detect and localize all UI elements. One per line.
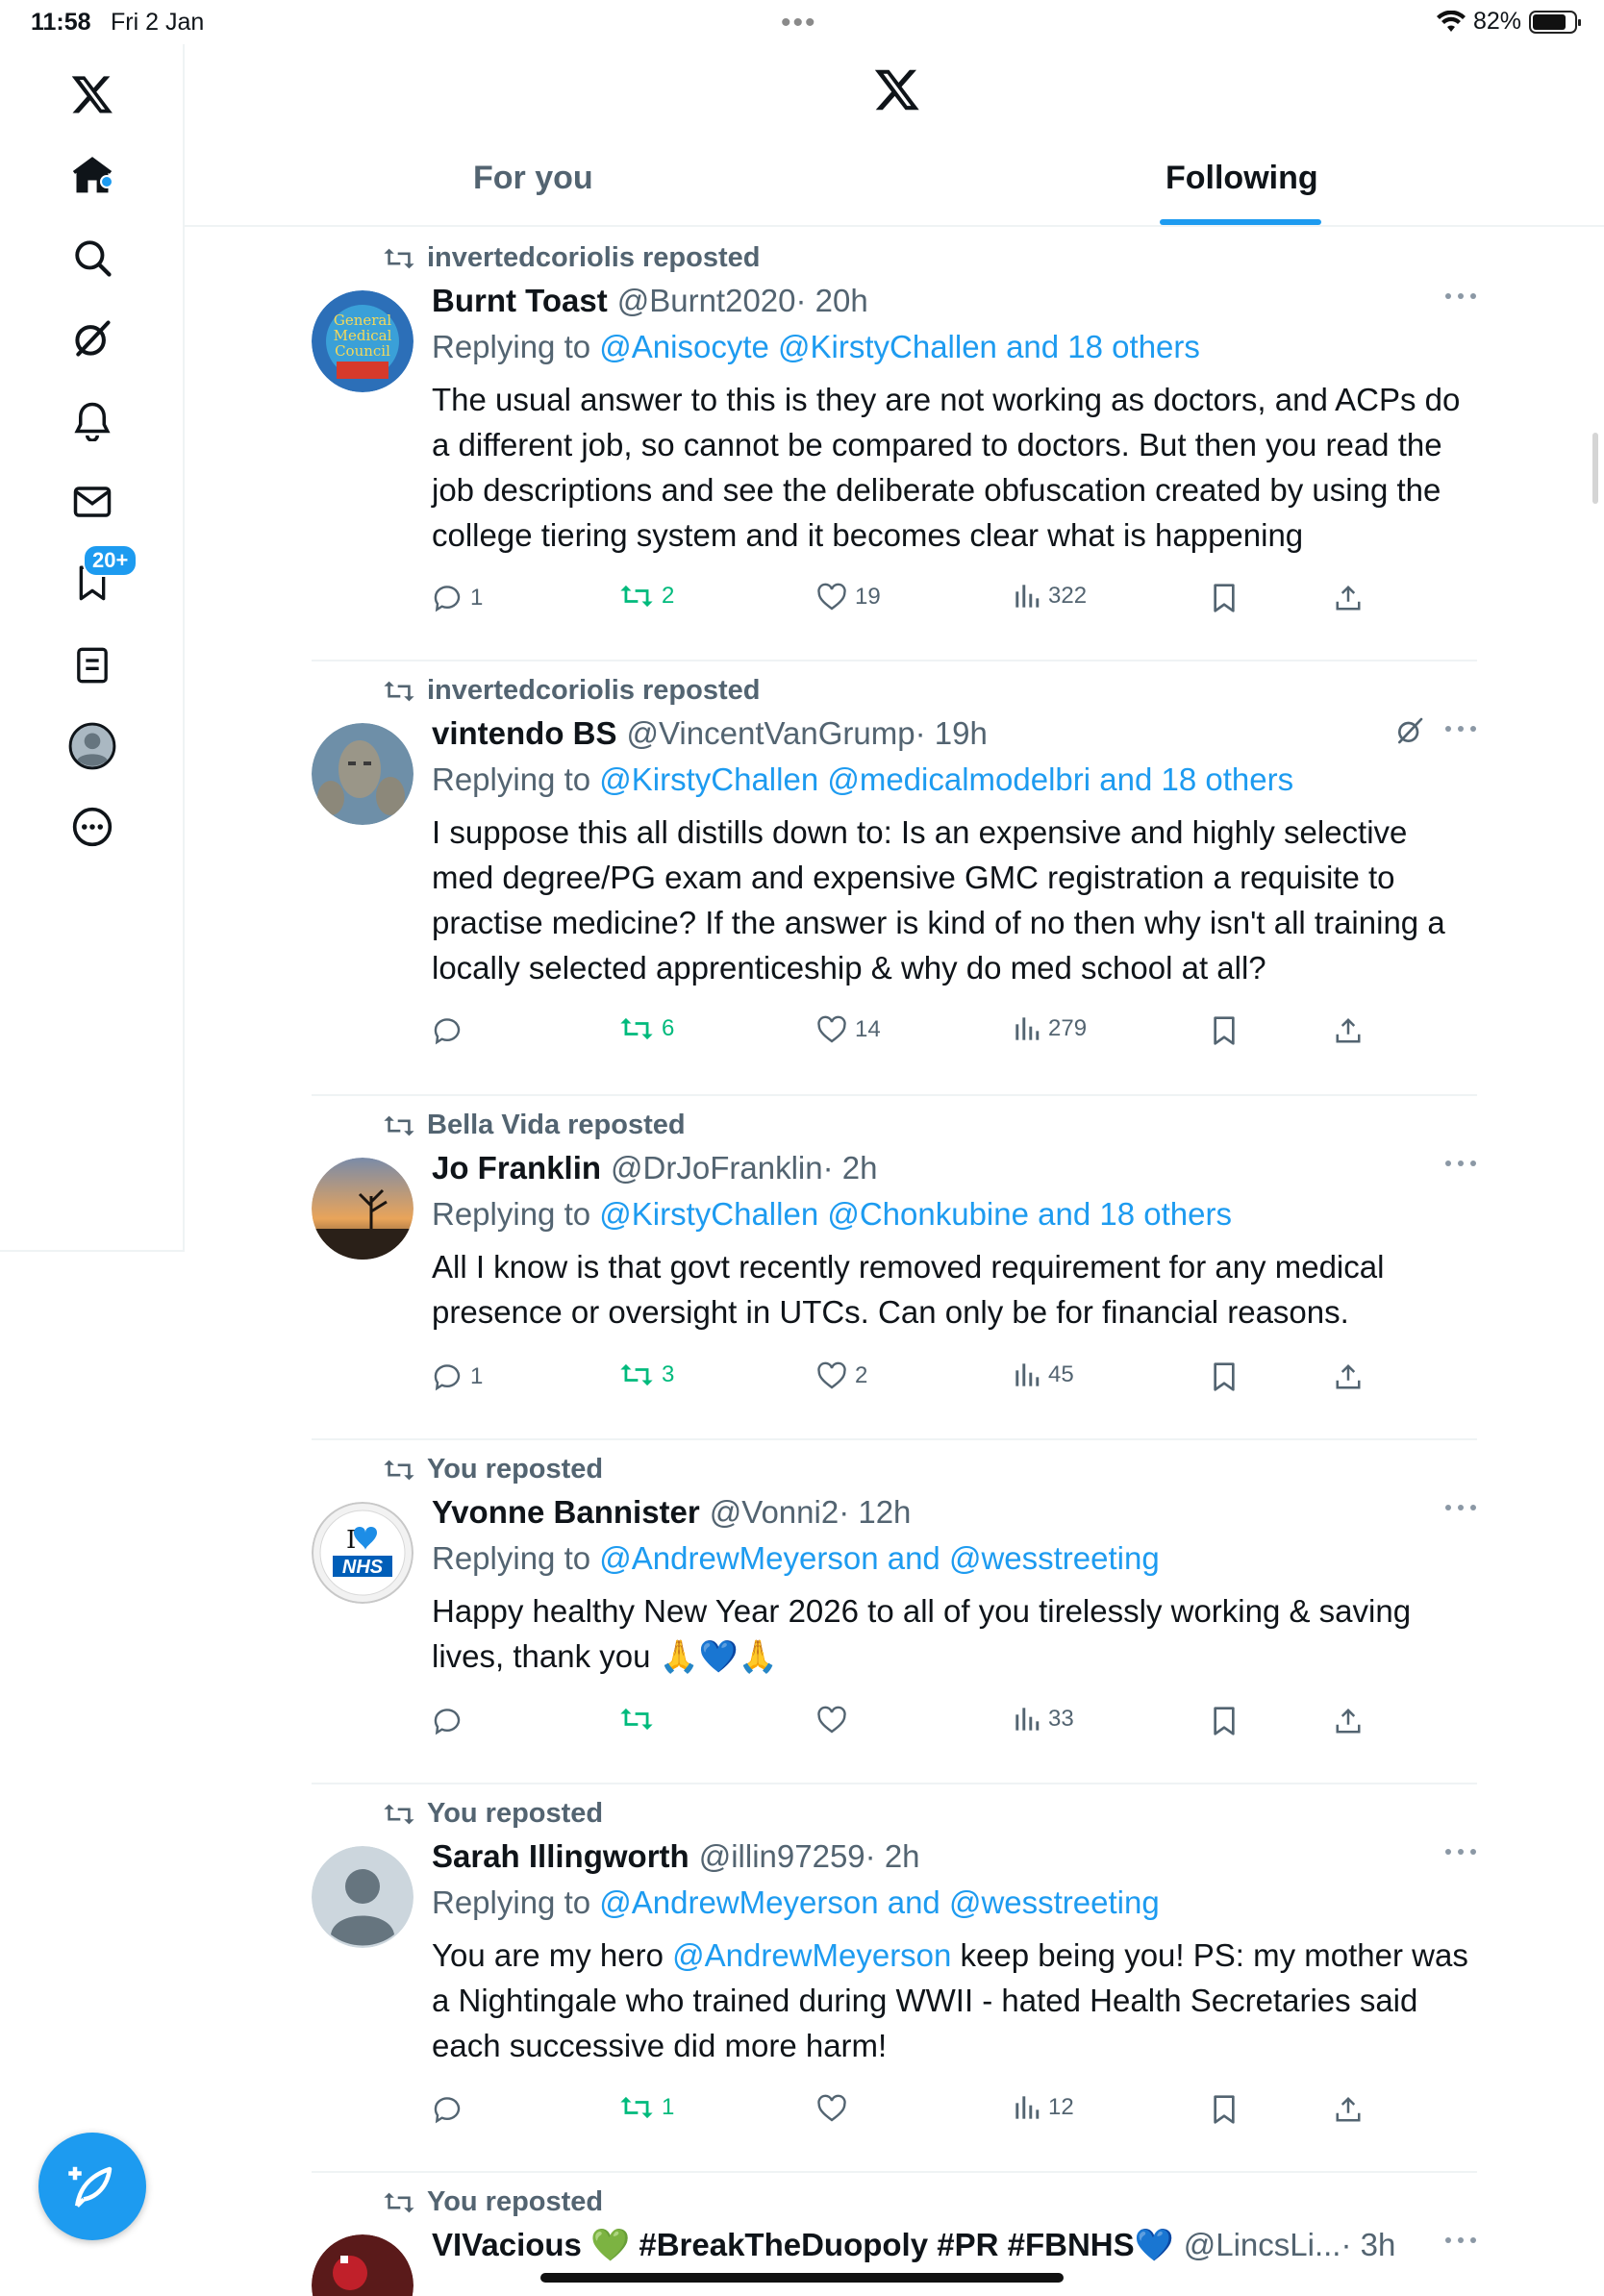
repost-button[interactable] [619, 1361, 674, 1388]
tweet-time[interactable]: · 2h [865, 1838, 920, 1874]
author-handle[interactable]: @Vonni2 [709, 1494, 840, 1530]
notification-badge: 20+ [83, 544, 138, 577]
replying-targets[interactable]: @KirstyChallen @Chonkubine and 18 others [599, 1196, 1232, 1232]
repost-count: 2 [662, 583, 675, 609]
lists-icon [73, 645, 112, 686]
more-horizontal-icon [1444, 1847, 1477, 1857]
sidebar-item-home[interactable] [58, 140, 127, 210]
reply-button[interactable] [432, 1706, 470, 1736]
repost-context [383, 1454, 603, 1485]
author-name[interactable]: Jo Franklin [432, 1150, 602, 1185]
tweet-more-button[interactable] [1444, 1844, 1477, 1861]
messages-icon [72, 482, 113, 522]
views-count: 33 [1048, 1706, 1074, 1732]
avatar[interactable] [312, 723, 414, 825]
tweet-text [432, 1933, 1477, 2068]
replying-to [432, 1884, 1477, 1921]
bookmark-icon [1211, 1015, 1238, 1046]
tweet-time[interactable]: · 20h [795, 283, 868, 318]
author-name[interactable]: Yvonne Bannister [432, 1494, 700, 1530]
replying-targets[interactable]: @Anisocyte @KirstyChallen and 18 others [599, 329, 1200, 364]
repost-count: 6 [662, 1015, 675, 1041]
tweet-more-button[interactable] [1444, 721, 1477, 738]
tweet-header [432, 2227, 1477, 2264]
views-icon [1014, 2094, 1040, 2121]
tweet-body [432, 1150, 1477, 1335]
sidebar-item-lists[interactable] [58, 631, 127, 700]
repost-context [383, 2186, 603, 2218]
header-logo[interactable] [873, 65, 921, 118]
heart-icon [816, 1361, 847, 1390]
repost-count: 1 [662, 2094, 675, 2120]
tweet-text: All I know is that govt recently removed requirement for any medical presence or oversight in UTCs. Can only be for financial reasons. [432, 1249, 1385, 1330]
scrollbar[interactable] [1592, 433, 1598, 504]
heart-icon [816, 583, 847, 611]
views-count: 45 [1048, 1361, 1074, 1387]
replying-targets[interactable]: @AndrewMeyerson and @wesstreeting [599, 1884, 1160, 1920]
reply-button[interactable] [432, 583, 483, 613]
sidebar-item-notifications[interactable] [58, 387, 127, 456]
repost-icon [619, 1015, 654, 1042]
more-horizontal-icon [1444, 724, 1477, 734]
heart-icon [816, 1015, 847, 1044]
reply-button[interactable] [432, 1361, 483, 1392]
bookmark-button[interactable] [1211, 1361, 1238, 1392]
reply-icon [432, 1706, 463, 1736]
replying-prefix: Replying to [432, 1540, 600, 1576]
views-icon [1014, 583, 1040, 610]
tweet[interactable] [312, 229, 1477, 661]
bookmark-icon [1211, 583, 1238, 613]
repost-button[interactable] [619, 583, 674, 610]
views-button[interactable] [1014, 1706, 1074, 1733]
battery-level [1533, 14, 1566, 30]
svg-text:NHS: NHS [341, 1557, 384, 1578]
tweet-header [432, 1150, 1477, 1186]
bookmark-button[interactable] [1211, 1706, 1238, 1736]
tweet-body [432, 715, 1477, 990]
author-name[interactable]: Burnt Toast [432, 283, 608, 318]
tweet[interactable] [312, 1784, 1477, 2173]
x-logo-icon [70, 72, 114, 116]
like-count: 14 [855, 1016, 881, 1042]
more-circle-icon [71, 806, 113, 848]
repost-by[interactable]: Bella Vida reposted [427, 1110, 686, 1140]
share-button[interactable] [1334, 2094, 1363, 2125]
share-button[interactable] [1334, 1706, 1363, 1736]
avatar[interactable] [312, 2234, 414, 2296]
avatar[interactable] [312, 1158, 414, 1260]
views-button[interactable] [1014, 1361, 1074, 1388]
sidebar-item-more[interactable] [58, 792, 127, 861]
more-horizontal-icon [1444, 1159, 1477, 1168]
mention-link[interactable]: @AndrewMeyerson [672, 1937, 952, 1973]
replying-to [432, 329, 1477, 365]
timeline-header [185, 44, 1604, 227]
share-button[interactable] [1334, 1015, 1363, 1046]
bookmark-icon [1211, 1706, 1238, 1736]
compose-post-button[interactable] [38, 2133, 146, 2240]
like-count: 19 [855, 584, 881, 610]
svg-text:General: General [333, 312, 392, 329]
replying-targets[interactable]: @AndrewMeyerson and @wesstreeting [599, 1540, 1160, 1576]
tweet-header [432, 715, 1477, 752]
tab-for-you[interactable]: For you [473, 160, 593, 196]
repost-by[interactable]: You reposted [427, 2186, 604, 2217]
replying-prefix: Replying to [432, 1196, 600, 1232]
sidebar-item-x-logo[interactable] [58, 60, 127, 129]
tweet-body [432, 1838, 1477, 2068]
active-tab-indicator [1160, 219, 1321, 225]
reply-count: 1 [470, 1363, 484, 1389]
tweet-text-part: keep being you! PS: my mother was a Nightingale who trained during WWII - hated Health Secretaries said each successive did more harm! [432, 1937, 1468, 2063]
repost-by[interactable]: invertedcoriolis reposted [427, 675, 761, 706]
tweet-header [432, 283, 1477, 319]
tweet-time[interactable]: · 2h [822, 1150, 878, 1185]
views-button[interactable] [1014, 1015, 1087, 1042]
multitasking-dots-icon[interactable]: ••• [781, 7, 817, 38]
views-count: 322 [1048, 583, 1088, 609]
replying-prefix: Replying to [432, 761, 600, 797]
views-button[interactable] [1014, 583, 1087, 610]
wifi-icon [1437, 11, 1466, 34]
repost-by[interactable]: You reposted [427, 1454, 604, 1485]
tweet-more-button[interactable] [1444, 1500, 1477, 1517]
bookmark-button[interactable] [1211, 583, 1238, 613]
status-date: Fri 2 Jan [111, 9, 205, 36]
reply-button[interactable] [432, 1015, 470, 1046]
views-icon [1014, 1015, 1040, 1042]
author-handle[interactable]: @DrJoFranklin [611, 1150, 823, 1185]
bookmark-button[interactable] [1211, 1015, 1238, 1046]
tweet-header [432, 1494, 1477, 1531]
sidebar-item-messages[interactable] [58, 467, 127, 537]
views-icon [1014, 1706, 1040, 1733]
tweet-header [432, 1838, 1477, 1875]
author-handle[interactable]: @LincsLi... [1183, 2227, 1341, 2262]
tweet[interactable] [312, 1096, 1477, 1440]
share-button[interactable] [1334, 583, 1363, 613]
reply-count: 1 [470, 585, 484, 611]
repost-button[interactable] [619, 1015, 674, 1042]
repost-by[interactable]: You reposted [427, 1798, 604, 1829]
replying-prefix: Replying to [432, 1884, 600, 1920]
heart-icon [816, 2094, 847, 2123]
repost-context [383, 242, 761, 274]
like-button[interactable] [816, 1015, 881, 1044]
share-icon [1334, 2094, 1363, 2125]
replying-targets[interactable]: @KirstyChallen @medicalmodelbri and 18 others [599, 761, 1294, 797]
tweet-time[interactable]: · 3h [1341, 2227, 1396, 2262]
views-count: 279 [1048, 1015, 1088, 1041]
share-button[interactable] [1334, 1361, 1363, 1392]
like-button[interactable] [816, 2094, 855, 2123]
x-logo-icon [873, 65, 921, 113]
repost-icon [383, 1802, 415, 1827]
sidebar-item-grok[interactable] [58, 304, 127, 373]
share-icon [1334, 1706, 1363, 1736]
replying-to [432, 1196, 1477, 1233]
share-icon [1334, 583, 1363, 613]
share-icon [1334, 1015, 1363, 1046]
svg-text:I: I [346, 1526, 357, 1555]
repost-icon [383, 2190, 415, 2215]
tweet-text-part: You are my hero [432, 1937, 673, 1973]
compose-feather-icon [66, 2160, 118, 2212]
tweet-more-button[interactable] [1444, 1156, 1477, 1173]
explain-with-grok-button[interactable] [1394, 715, 1425, 751]
reply-button[interactable] [432, 2094, 470, 2125]
sidebar-item-profile[interactable] [58, 711, 127, 781]
replying-to [432, 761, 1477, 798]
tweet-time[interactable]: · 19h [915, 715, 988, 751]
home-indicator[interactable] [540, 2273, 1064, 2283]
svg-text:Council: Council [335, 342, 390, 360]
profile-icon [68, 722, 116, 770]
tweet-text: The usual answer to this is they are not working as doctors, and ACPs do a different job, so cannot be compared to doctors. But then you read the job descriptions and see the deliberate obfuscation created by using the college tiering system and it becomes clear what is happening [432, 382, 1461, 553]
like-count: 2 [855, 1362, 868, 1388]
reply-icon [432, 1361, 463, 1392]
tweet[interactable] [312, 661, 1477, 1096]
repost-icon [383, 679, 415, 704]
replying-prefix: Replying to [432, 329, 600, 364]
repost-icon [619, 1361, 654, 1388]
avatar[interactable] [312, 290, 414, 392]
svg-text:Medical: Medical [333, 327, 392, 344]
reply-icon [432, 2094, 463, 2125]
like-button[interactable] [816, 1706, 855, 1734]
status-bar [0, 0, 1604, 44]
repost-icon [383, 1113, 415, 1138]
timeline-feed [312, 229, 1477, 2296]
author-name[interactable]: VIVacious 💚 #BreakTheDuopoly #PR #FBNHS💙 [432, 2227, 1174, 2262]
reply-icon [432, 1015, 463, 1046]
heart-icon [816, 1706, 847, 1734]
replying-to [432, 1540, 1477, 1577]
grok-icon [1394, 715, 1425, 746]
battery-icon [1529, 11, 1577, 34]
repost-context [383, 675, 761, 707]
tweet[interactable] [312, 1440, 1477, 1784]
share-icon [1334, 1361, 1363, 1392]
bookmark-button[interactable] [1211, 2094, 1238, 2125]
bookmark-icon [1211, 1361, 1238, 1392]
author-handle[interactable]: @Burnt2020 [616, 283, 796, 318]
author-handle[interactable]: @VincentVanGrump [626, 715, 915, 751]
tweet-more-button[interactable] [1444, 288, 1477, 306]
views-count: 12 [1048, 2094, 1074, 2120]
grok-icon [71, 317, 113, 360]
status-indicators [1437, 8, 1577, 36]
status-time: 11:58 [31, 9, 91, 36]
bookmark-icon [1211, 2094, 1238, 2125]
tweet-body [432, 2227, 1477, 2264]
repost-context [383, 1110, 686, 1141]
avatar[interactable] [312, 1846, 414, 1948]
tweet-text: Happy healthy New Year 2026 to all of you tirelessly working & saving lives, thank you 🙏💙🙏 [432, 1593, 1412, 1674]
notifications-icon [72, 401, 113, 441]
sidebar-nav [0, 44, 185, 1250]
search-icon [72, 237, 113, 278]
sidebar-item-search[interactable] [58, 223, 127, 292]
reply-icon [432, 583, 463, 613]
more-horizontal-icon [1444, 2235, 1477, 2245]
repost-button[interactable] [619, 2094, 674, 2121]
more-horizontal-icon [1444, 1503, 1477, 1512]
tweet-text: I suppose this all distills down to: Is an expensive and highly selective med degree/PG exam and expensive GMC registration a requisite to practise medicine? If the answer is kind of no then why isn't all training a locally selected apprenticeship & why do med school at all? [432, 814, 1445, 986]
tweet-body [432, 283, 1477, 558]
author-name[interactable]: vintendo BS [432, 715, 617, 751]
repost-context [383, 1798, 603, 1830]
repost-icon [383, 246, 415, 271]
tab-following[interactable]: Following [1165, 160, 1318, 196]
sidebar-divider [0, 1250, 185, 1252]
avatar[interactable] [312, 1502, 414, 1604]
battery-percent: 82% [1472, 8, 1521, 35]
home-unread-dot [100, 175, 113, 188]
repost-icon [619, 1706, 654, 1733]
repost-icon [383, 1458, 415, 1483]
repost-icon [619, 583, 654, 610]
views-icon [1014, 1361, 1040, 1388]
tweet-body [432, 1494, 1477, 1679]
views-button[interactable] [1014, 2094, 1074, 2121]
repost-count: 3 [662, 1361, 675, 1387]
like-button[interactable] [816, 1361, 867, 1390]
repost-button[interactable] [619, 1706, 662, 1733]
author-name[interactable]: Sarah Illingworth [432, 1838, 689, 1874]
like-button[interactable] [816, 583, 881, 611]
repost-by[interactable]: invertedcoriolis reposted [427, 242, 761, 273]
repost-icon [619, 2094, 654, 2121]
tweet-time[interactable]: · 12h [839, 1494, 912, 1530]
author-handle[interactable]: @illin97259 [698, 1838, 865, 1874]
tweet-more-button[interactable] [1444, 2233, 1477, 2250]
more-horizontal-icon [1444, 291, 1477, 301]
